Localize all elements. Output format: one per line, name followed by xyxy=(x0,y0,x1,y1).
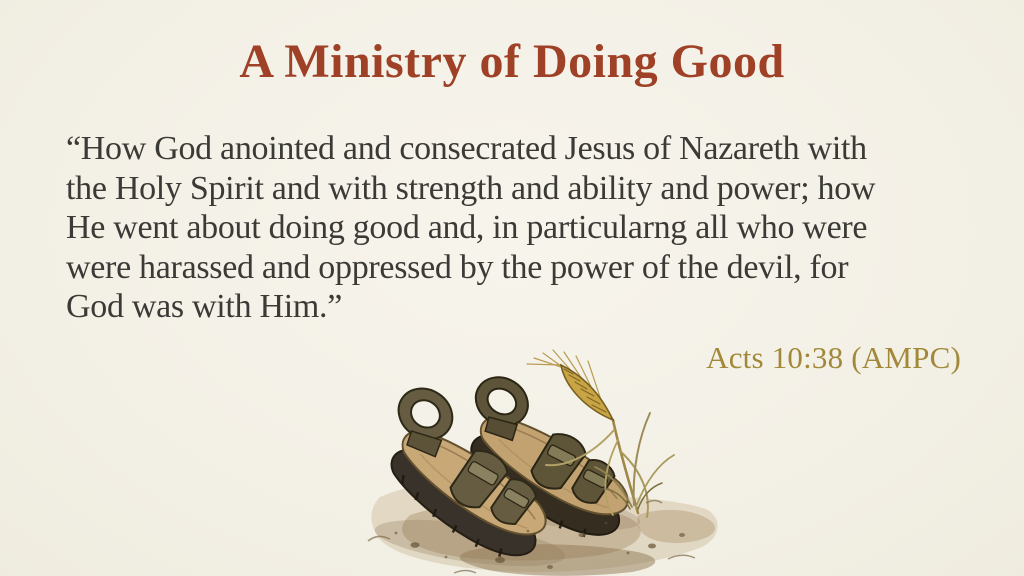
slide-title: A Ministry of Doing Good xyxy=(239,35,785,88)
quote-line-1: “How God anointed and consecrated Jesus of Nazareth with xyxy=(66,130,867,167)
sandals-icon xyxy=(350,345,730,576)
scripture-reference: Acts 10:38 (AMPC) xyxy=(706,340,961,375)
quote-line-2: the Holy Spirit and with strength and ability and power; how xyxy=(66,169,876,207)
quote-line-4: were harassed and oppressed by the power of the devil, for xyxy=(66,248,849,286)
quote-line-3: He went about doing good and, in particularng all who were xyxy=(66,209,868,246)
quote-line-5: God was with Him.” xyxy=(66,288,343,325)
sandals-wheat-illustration xyxy=(350,345,730,576)
scripture-quote xyxy=(66,129,875,327)
